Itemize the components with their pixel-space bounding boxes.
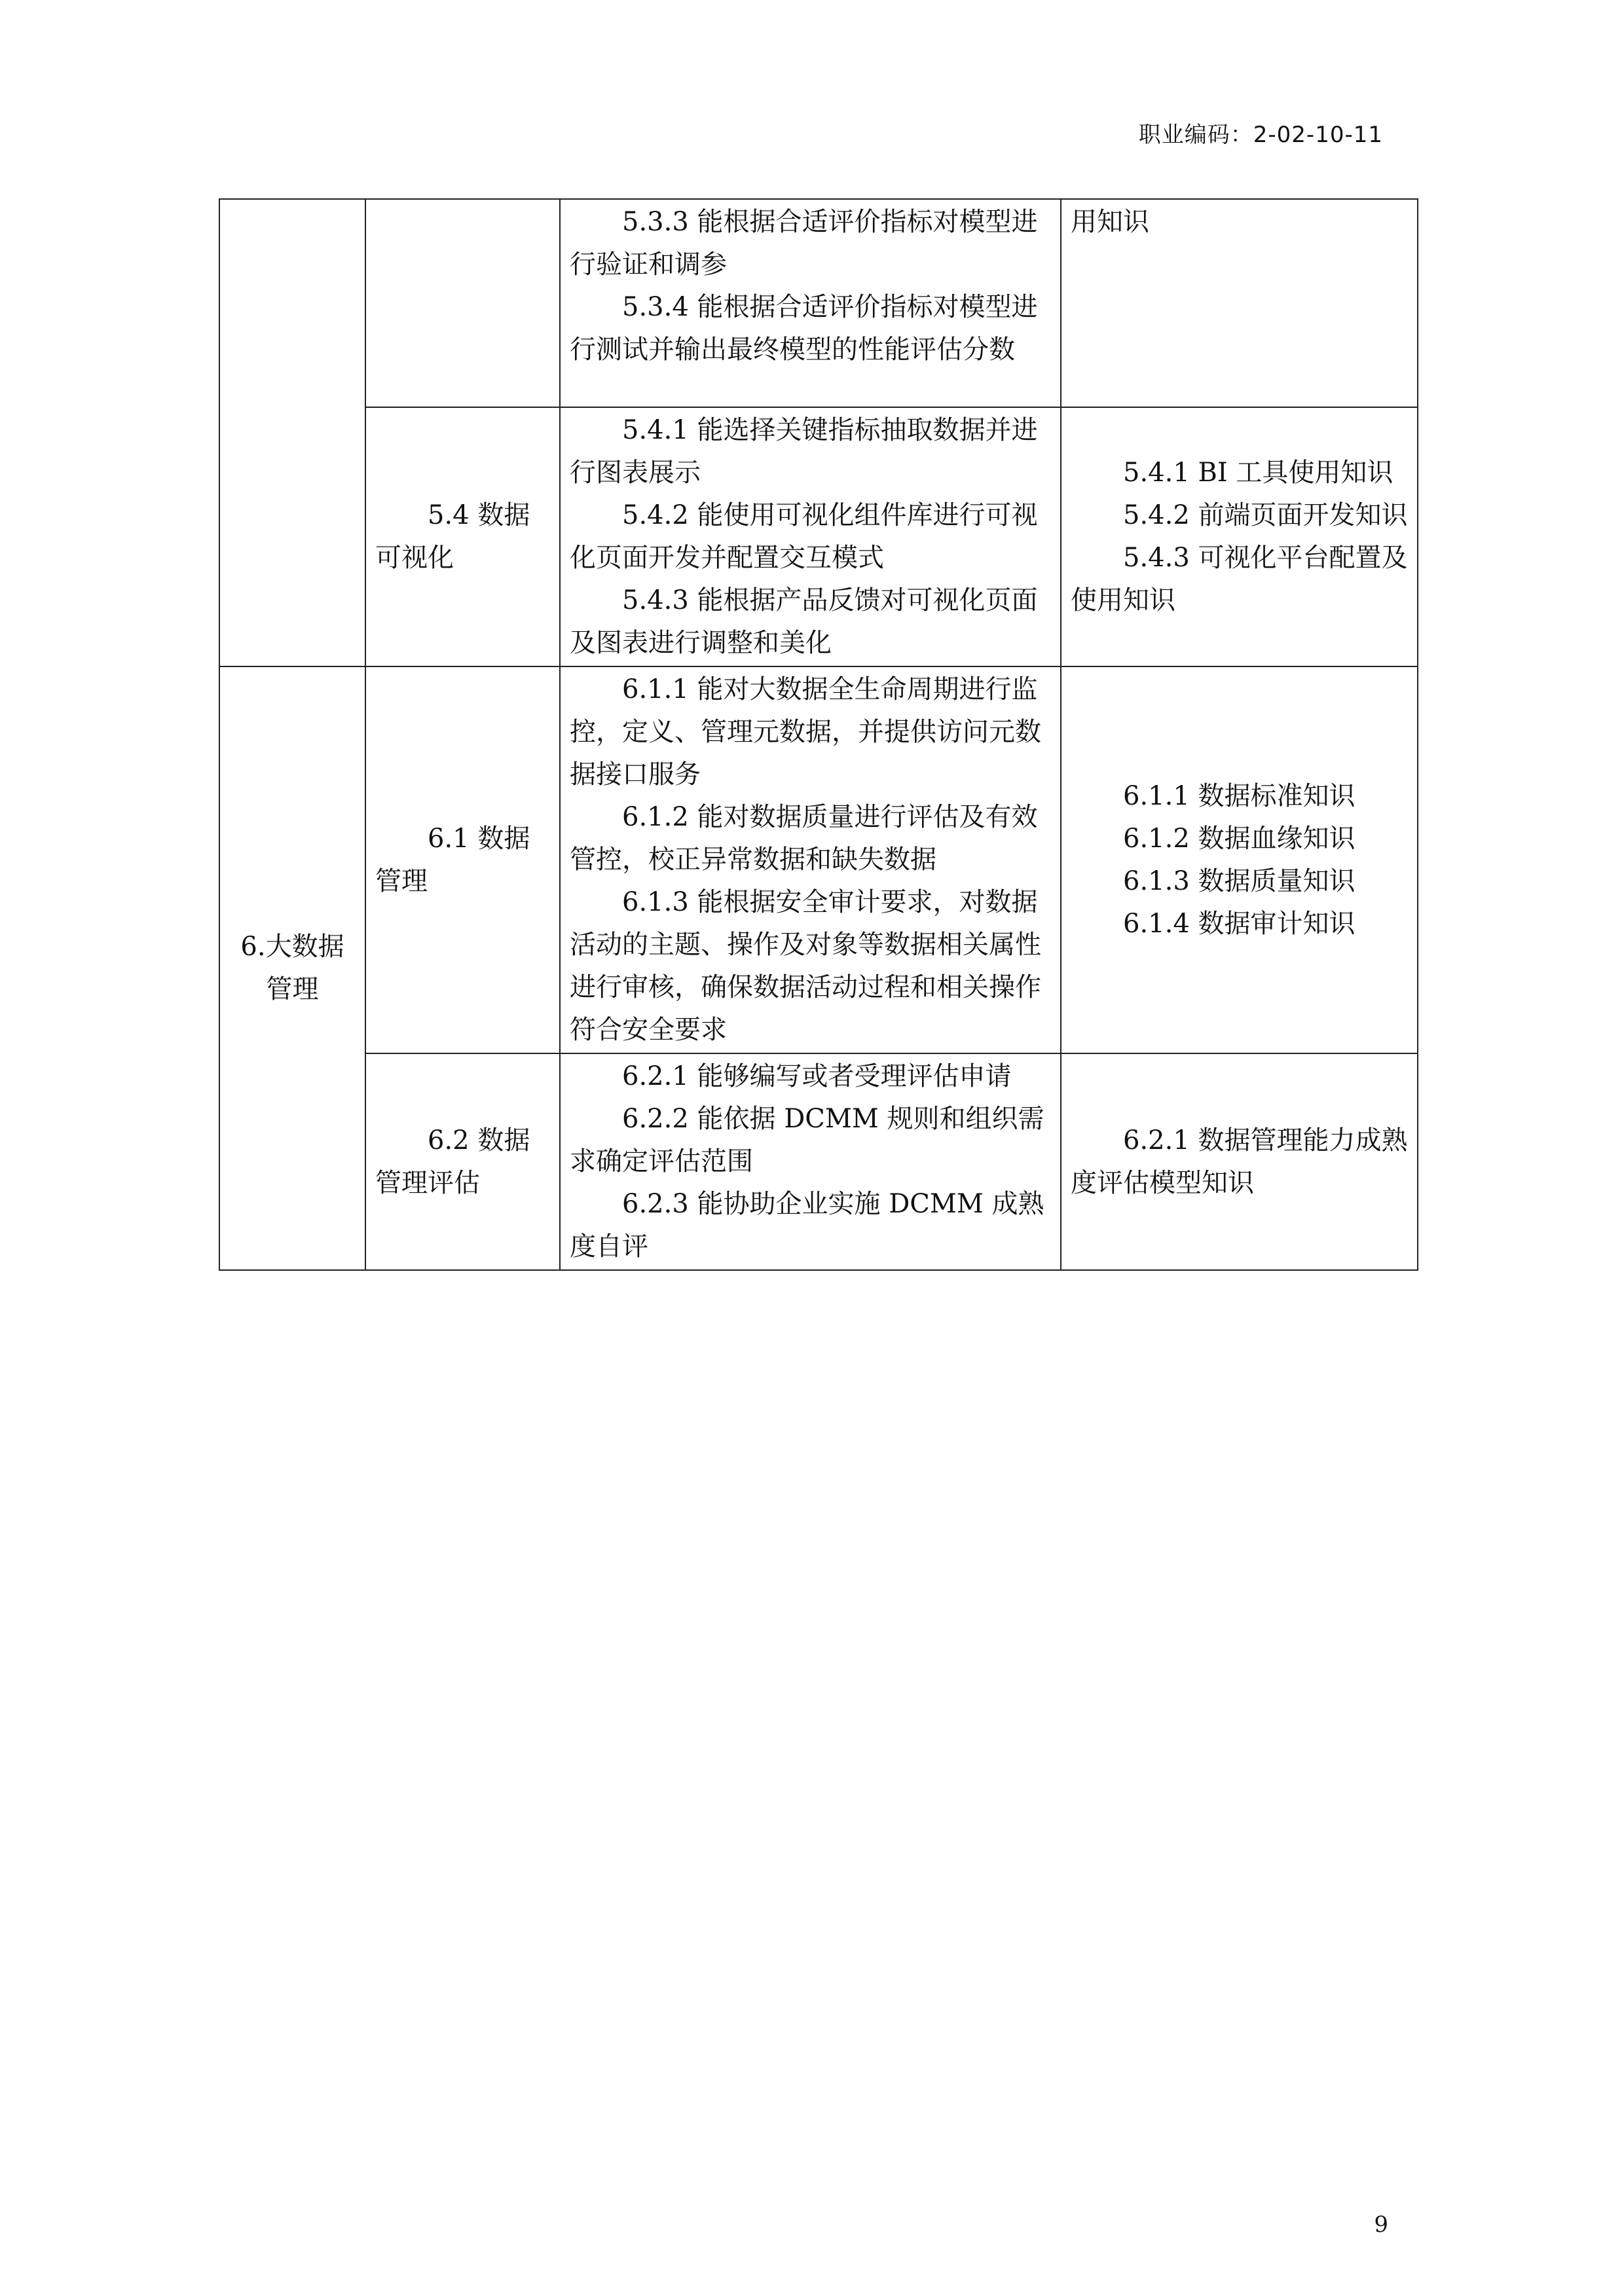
skill-item: 5.3.4 能根据合适评价指标对模型进行测试并输出最终模型的性能评估分数 (570, 292, 1038, 365)
section-cell (219, 666, 365, 1270)
knowledge-item: 5.4.1 BI 工具使用知识 (1123, 458, 1393, 488)
knowledge-item: 6.1.3 数据质量知识 (1123, 866, 1356, 896)
table-row (219, 666, 1418, 1053)
knowledge-item: 5.4.3 可视化平台配置及使用知识 (1071, 543, 1408, 615)
knowledge-cell (1061, 1053, 1418, 1270)
knowledge-item: 6.1.2 数据血缘知识 (1123, 823, 1356, 854)
occupation-code: 职业编码：2-02-10-11 (1138, 122, 1383, 148)
skill-item: 6.1.2 能对数据质量进行评估及有效管控，校正异常数据和缺失数据 (570, 802, 1038, 875)
unit-cell (365, 407, 560, 666)
table-row (219, 1053, 1418, 1270)
table-row (219, 407, 1418, 666)
unit-cell (365, 1053, 560, 1270)
skill-cell (560, 199, 1061, 407)
skill-item: 6.1.1 能对大数据全生命周期进行监控，定义、管理元数据，并提供访问元数据接口服务 (570, 674, 1041, 790)
skill-item: 6.2.3 能协助企业实施 DCMM 成熟度自评 (570, 1189, 1044, 1262)
skill-cell (560, 1053, 1061, 1270)
skill-item: 5.4.3 能根据产品反馈对可视化页面及图表进行调整和美化 (570, 585, 1038, 658)
page-number: 9 (1374, 2212, 1388, 2238)
skill-item: 5.3.3 能根据合适评价指标对模型进行验证和调参 (570, 207, 1038, 280)
knowledge-cell (1061, 199, 1418, 407)
skill-cell (560, 407, 1061, 666)
skill-item: 6.2.1 能够编写或者受理评估申请 (622, 1061, 1012, 1091)
skill-item: 6.1.3 能根据安全审计要求，对数据活动的主题、操作及对象等数据相关属性进行审核，确保数据活动过程和相关操作符合安全要求 (570, 887, 1041, 1045)
skill-cell (560, 666, 1061, 1053)
section-cell-empty (219, 199, 365, 666)
table-row (219, 199, 1418, 407)
skill-item: 5.4.2 能使用可视化组件库进行可视化页面开发并配置交互模式 (570, 500, 1038, 573)
unit-title: 6.2 数据管理评估 (375, 1125, 530, 1198)
knowledge-item: 5.4.2 前端页面开发知识 (1123, 500, 1408, 530)
knowledge-cell (1061, 407, 1418, 666)
skill-item: 5.4.1 能选择关键指标抽取数据并进行图表展示 (570, 415, 1038, 488)
unit-title: 6.1 数据管理 (375, 823, 530, 896)
knowledge-cell (1061, 666, 1418, 1053)
knowledge-item: 用知识 (1071, 207, 1149, 237)
skill-item: 6.2.2 能依据 DCMM 规则和组织需求确定评估范围 (570, 1104, 1044, 1176)
unit-title: 5.4 数据可视化 (375, 500, 530, 573)
knowledge-item: 6.1.4 数据审计知识 (1123, 908, 1356, 939)
knowledge-item: 6.1.1 数据标准知识 (1123, 780, 1356, 811)
section-title: 6.大数据管理 (240, 932, 344, 1004)
knowledge-item: 6.2.1 数据管理能力成熟度评估模型知识 (1071, 1125, 1408, 1198)
unit-cell (365, 666, 560, 1053)
unit-cell-empty (365, 199, 560, 407)
skills-table (219, 198, 1418, 1271)
